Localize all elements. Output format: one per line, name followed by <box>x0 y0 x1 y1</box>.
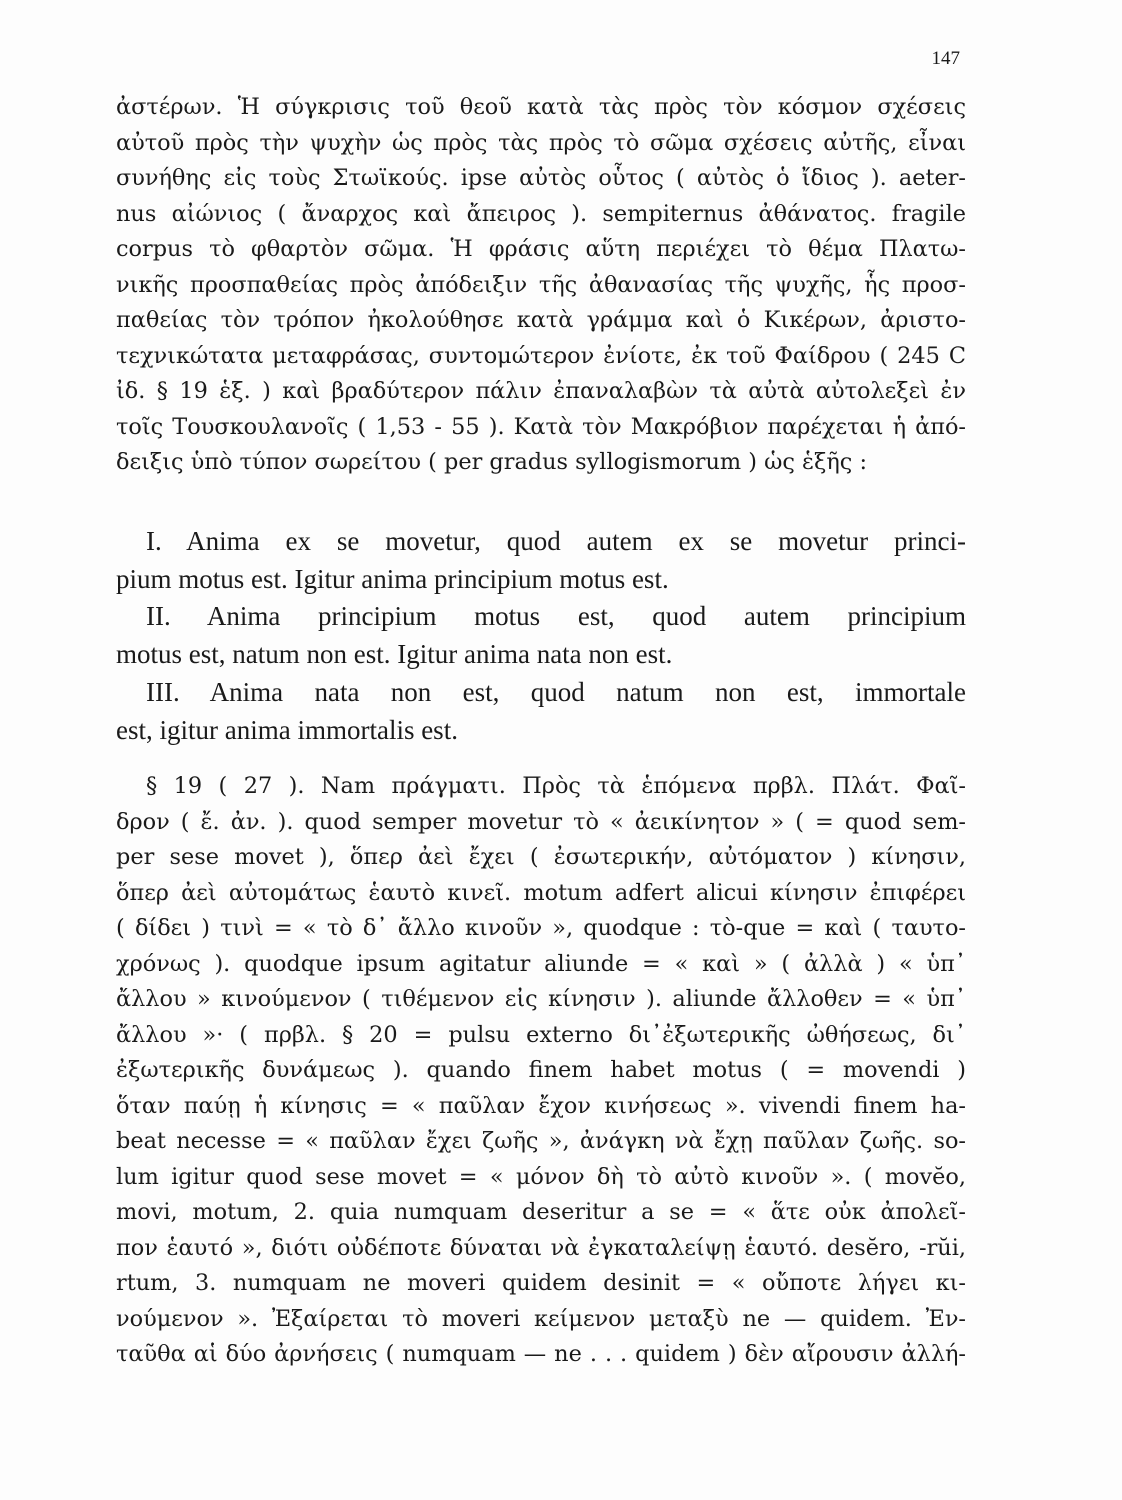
text-line: αὐτοῦ πρὸς τὴν ψυχὴν ὡς πρὸς τὰς πρὸς τὸ σῶμα σχέσεις αὐτῆς, εἶναι <box>116 129 966 156</box>
text-line: ταῦθα αἱ δύο ἀρνήσεις ( numquam — ne . . . quidem ) δὲν αἴρουσιν ἀλλή- <box>116 1341 966 1367</box>
text-line: rtum, 3. numquam ne moveri quidem desinit = « οὔποτε λήγει κι- <box>116 1270 966 1296</box>
text-line: ἄλλου »· ( πρβλ. § 20 = pulsu externo δι᾽ἐξωτερικῆς ὠθήσεως, δι᾽ <box>116 1021 966 1048</box>
text-line: συνήθης εἰς τοὺς Στωϊκούς. ipse αὐτὸς οὗτος ( αὐτὸς ὁ ἴδιος ). aeter- <box>116 165 966 191</box>
text-line: χρόνως ). quodque ipsum agitatur aliunde = « καὶ » ( ἀλλὰ ) « ὑπ᾽ <box>116 950 966 977</box>
text-line: παθείας τὸν τρόπον ἠκολούθησε κατὰ γράμμα καὶ ὁ Κικέρων, ἀριστο- <box>116 307 966 333</box>
commentary-paragraph-2 <box>116 769 966 1373</box>
text-line: ὅταν παύῃ ἡ κίνησις = « παῦλαν ἔχον κινήσεως ». vivendi finem ha- <box>116 1092 966 1119</box>
text-line: nus αἰώνιος ( ἄναρχος καὶ ἄπειρος ). sempiternus ἀθάνατος. fragile <box>116 200 966 227</box>
text-line: δρον ( ἔ. ἀν. ). quod semper movetur τὸ « ἀεικίνητον » ( = quod sem- <box>116 808 966 835</box>
commentary-paragraph-1 <box>116 90 966 481</box>
syllogism-line: est, igitur anima immortalis est. <box>116 714 458 745</box>
text-line: νούμενον ». Ἐξαίρεται τὸ moveri κείμενον μεταξὺ ne — quidem. Ἐν- <box>116 1305 966 1332</box>
syllogism-line: pium motus est. Igitur anima principium motus est. <box>116 563 669 594</box>
text-line: ( δίδει ) τινὶ = « τὸ δ᾽ ἄλλο κινοῦν », quodque : τὸ-que = καὶ ( ταυτο- <box>116 915 966 941</box>
text-line: corpus τὸ φθαρτὸν σῶμα. Ἡ φράσις αὕτη περιέχει τὸ θέμα Πλατω- <box>116 236 966 262</box>
syllogism-1 <box>116 523 966 599</box>
text-line: lum igitur quod sese movet = « μόνον δὴ τὸ αὐτὸ κινοῦν ». ( movĕo, <box>116 1163 966 1190</box>
syllogism-line: I. Anima ex se movetur, quod autem ex se movetur princi- <box>146 526 966 556</box>
text-line: ἀστέρων. Ἡ σύγκρισις τοῦ θεοῦ κατὰ τὰς πρὸς τὸν κόσμον σχέσεις <box>116 94 966 120</box>
page-number: 147 <box>931 48 960 69</box>
text-line: ὅπερ ἀεὶ αὐτομάτως ἑαυτὸ κινεῖ. motum adfert alicui κίνησιν ἐπιφέρει <box>116 879 966 906</box>
text-line: ἰδ. § 19 ἑξ. ) καὶ βραδύτερον πάλιν ἐπαναλαβὼν τὰ αὐτὰ αὐτολεξεὶ ἐν <box>116 378 966 404</box>
text-line: beat necesse = « παῦλαν ἔχει ζωῆς », ἀνάγκη νὰ ἔχῃ παῦλαν ζωῆς. so- <box>116 1128 966 1154</box>
text-line: πον ἑαυτό », διότι οὐδέποτε δύναται νὰ ἐγκαταλείψῃ ἑαυτό. desĕro, -rŭi, <box>116 1234 966 1261</box>
text-line: ἐξωτερικῆς δυνάμεως ). quando finem habet motus ( = movendi ) <box>116 1057 966 1083</box>
syllogism-line: III. Anima nata non est, quod natum non est, immortale <box>146 677 966 707</box>
text-line: movi, motum, 2. quia numquam deseritur a se = « ἅτε οὐκ ἀπολεῖ- <box>116 1199 966 1225</box>
syllogism-line: motus est, natum non est. Igitur anima nata non est. <box>116 638 673 669</box>
text-line: τοῖς Τουσκουλανοῖς ( 1,53 - 55 ). Κατὰ τὸν Μακρόβιον παρέχεται ἡ ἀπό- <box>116 413 966 440</box>
text-line: § 19 ( 27 ). Nam πράγματι. Πρὸς τὰ ἑπόμενα πρβλ. Πλάτ. Φαῖ- <box>146 773 966 799</box>
text-line: νικῆς προσπαθείας πρὸς ἀπόδειξιν τῆς ἀθανασίας τῆς ψυχῆς, ἧς προσ- <box>116 271 966 298</box>
text-line: δειξις ὑπὸ τύπον σωρείτου ( per gradus syllogismorum ) ὡς ἑξῆς : <box>116 449 868 475</box>
syllogism-3 <box>116 674 966 750</box>
text-line: τεχνικώτατα μεταφράσας, συντομώτερον ἐνίοτε, ἐκ τοῦ Φαίδρου ( 245 C <box>116 342 966 369</box>
syllogism-line: II. Anima principium motus est, quod autem principium <box>146 601 966 631</box>
text-line: ἄλλου » κινούμενον ( τιθέμενον εἰς κίνησιν ). aliunde ἄλλοθεν = « ὑπ᾽ <box>116 986 966 1012</box>
text-line: per sese movet ), ὅπερ ἀεὶ ἔχει ( ἐσωτερικήν, αὐτόματον ) κίνησιν, <box>116 844 966 870</box>
syllogism-2 <box>116 598 966 674</box>
